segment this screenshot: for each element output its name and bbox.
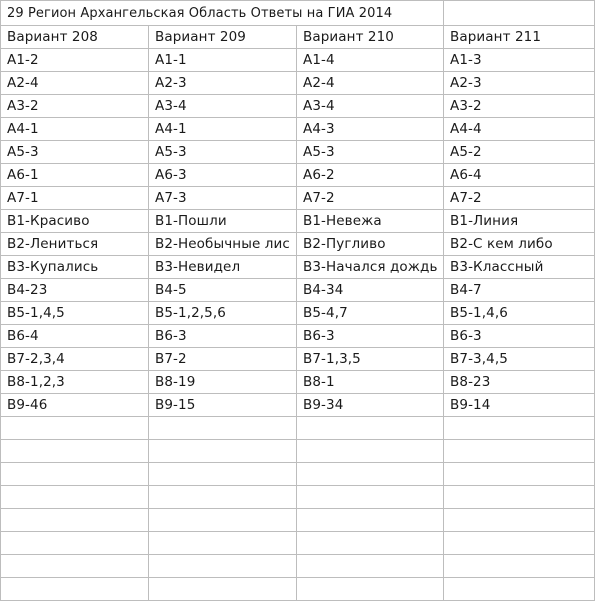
table-row [1,325,595,348]
empty-cell[interactable] [149,532,297,555]
answer-cell[interactable]: В2-Пугливо [297,233,444,256]
table-row [1,233,595,256]
table-row [1,164,595,187]
answer-cell[interactable]: В1-Пошли [149,210,297,233]
answer-cell[interactable]: В7-1,3,5 [297,348,444,371]
answer-cell[interactable]: В8-1,2,3 [1,371,149,394]
empty-row [1,463,595,486]
answer-cell[interactable]: А7-2 [297,187,444,210]
empty-row [1,509,595,532]
table-row [1,118,595,141]
empty-cell[interactable] [297,463,444,486]
answer-cell[interactable]: В3-Купались [1,256,149,279]
answer-cell[interactable]: А3-2 [444,95,595,118]
empty-cell[interactable] [297,486,444,509]
answer-cell[interactable]: А2-3 [444,72,595,95]
answer-cell[interactable]: А1-1 [149,49,297,72]
answer-cell[interactable]: А2-3 [149,72,297,95]
empty-cell[interactable] [1,463,149,486]
answer-cell[interactable]: В6-3 [149,325,297,348]
answer-cell[interactable]: В7-2,3,4 [1,348,149,371]
answer-cell[interactable]: В9-34 [297,394,444,417]
empty-cell[interactable] [297,417,444,440]
table-row [1,49,595,72]
empty-row [1,486,595,509]
empty-cell[interactable] [444,532,595,555]
answer-cell[interactable]: В6-3 [297,325,444,348]
answer-cell[interactable]: В9-14 [444,394,595,417]
answer-cell[interactable]: В2-Необычные лис [149,233,297,256]
empty-cell[interactable] [1,417,149,440]
answer-cell[interactable]: В8-1 [297,371,444,394]
header-row [1,26,595,49]
empty-cell[interactable] [444,509,595,532]
table-row [1,72,595,95]
empty-row [1,440,595,463]
column-header[interactable]: Вариант 208 [1,26,149,49]
answer-cell[interactable]: А7-2 [444,187,595,210]
answer-cell[interactable]: В5-1,4,6 [444,302,595,325]
table-row [1,256,595,279]
empty-cell[interactable] [444,440,595,463]
answer-cell[interactable]: А6-4 [444,164,595,187]
empty-cell[interactable] [297,440,444,463]
empty-cell[interactable] [444,486,595,509]
answer-cell[interactable]: В1-Красиво [1,210,149,233]
answer-cell[interactable]: А2-4 [1,72,149,95]
answer-cell[interactable]: В1-Невежа [297,210,444,233]
table-row [1,141,595,164]
answer-cell[interactable]: В5-1,4,5 [1,302,149,325]
table-row [1,302,595,325]
empty-cell[interactable] [297,532,444,555]
answer-cell[interactable]: В3-Классный [444,256,595,279]
empty-cell[interactable] [149,555,297,578]
answer-cell[interactable]: А5-2 [444,141,595,164]
title-row [1,1,595,26]
empty-cell[interactable] [1,440,149,463]
answer-cell[interactable]: В3-Начался дождь [297,256,444,279]
empty-cell[interactable] [297,555,444,578]
answer-cell[interactable]: В2-Лениться [1,233,149,256]
answer-cell[interactable]: А2-4 [297,72,444,95]
answer-cell[interactable]: В8-23 [444,371,595,394]
answer-cell[interactable]: В1-Линия [444,210,595,233]
empty-cell[interactable] [1,578,149,601]
answer-cell[interactable]: А6-2 [297,164,444,187]
empty-cell[interactable] [149,486,297,509]
answer-cell[interactable]: В3-Невидел [149,256,297,279]
answer-cell[interactable]: А1-2 [1,49,149,72]
answer-cell[interactable]: А7-1 [1,187,149,210]
answer-cell[interactable]: А4-1 [149,118,297,141]
table-row [1,95,595,118]
answer-cell[interactable]: В7-3,4,5 [444,348,595,371]
empty-cell[interactable] [297,509,444,532]
empty-cell[interactable] [1,555,149,578]
answer-cell[interactable]: В2-С кем либо [444,233,595,256]
answer-cell[interactable]: В4-5 [149,279,297,302]
empty-row [1,555,595,578]
answer-cell[interactable]: А6-3 [149,164,297,187]
answer-cell[interactable]: А4-4 [444,118,595,141]
empty-cell[interactable] [1,486,149,509]
table-row [1,371,595,394]
answer-cell[interactable]: В8-19 [149,371,297,394]
answer-cell[interactable]: В4-34 [297,279,444,302]
answer-cell[interactable]: А5-3 [297,141,444,164]
answer-cell[interactable]: В6-3 [444,325,595,348]
empty-row [1,417,595,440]
empty-row [1,578,595,601]
table-row [1,394,595,417]
answer-cell[interactable]: А7-3 [149,187,297,210]
empty-cell[interactable] [444,417,595,440]
answer-cell[interactable]: А3-4 [297,95,444,118]
answer-cell[interactable]: В5-4,7 [297,302,444,325]
answer-cell[interactable]: А4-1 [1,118,149,141]
table-row [1,210,595,233]
answer-cell[interactable]: А1-3 [444,49,595,72]
column-header[interactable]: Вариант 211 [444,26,595,49]
answer-cell[interactable]: А3-4 [149,95,297,118]
sheet-title[interactable]: 29 Регион Архангельская Область Ответы на ГИА 2014 [1,1,444,26]
empty-cell[interactable] [149,417,297,440]
empty-cell[interactable] [149,578,297,601]
answer-cell[interactable]: В4-23 [1,279,149,302]
table-row [1,348,595,371]
answer-cell[interactable]: А5-3 [149,141,297,164]
empty-cell[interactable] [444,578,595,601]
answer-cell[interactable]: В9-46 [1,394,149,417]
empty-cell[interactable] [444,463,595,486]
answer-cell[interactable]: А6-1 [1,164,149,187]
empty-cell[interactable] [149,440,297,463]
answer-cell[interactable]: А1-4 [297,49,444,72]
empty-cell[interactable] [149,509,297,532]
column-header[interactable]: Вариант 210 [297,26,444,49]
empty-cell[interactable] [444,555,595,578]
answer-cell[interactable]: В4-7 [444,279,595,302]
answer-cell[interactable]: В6-4 [1,325,149,348]
empty-row [1,532,595,555]
empty-cell[interactable] [1,532,149,555]
answer-cell[interactable]: В7-2 [149,348,297,371]
answer-cell[interactable]: А5-3 [1,141,149,164]
table-row [1,279,595,302]
answer-cell[interactable]: А4-3 [297,118,444,141]
empty-cell[interactable] [149,463,297,486]
empty-cell[interactable] [444,1,595,26]
table-row [1,187,595,210]
empty-cell[interactable] [297,578,444,601]
answer-cell[interactable]: В5-1,2,5,6 [149,302,297,325]
empty-cell[interactable] [1,509,149,532]
answer-cell[interactable]: В9-15 [149,394,297,417]
column-header[interactable]: Вариант 209 [149,26,297,49]
answer-cell[interactable]: А3-2 [1,95,149,118]
